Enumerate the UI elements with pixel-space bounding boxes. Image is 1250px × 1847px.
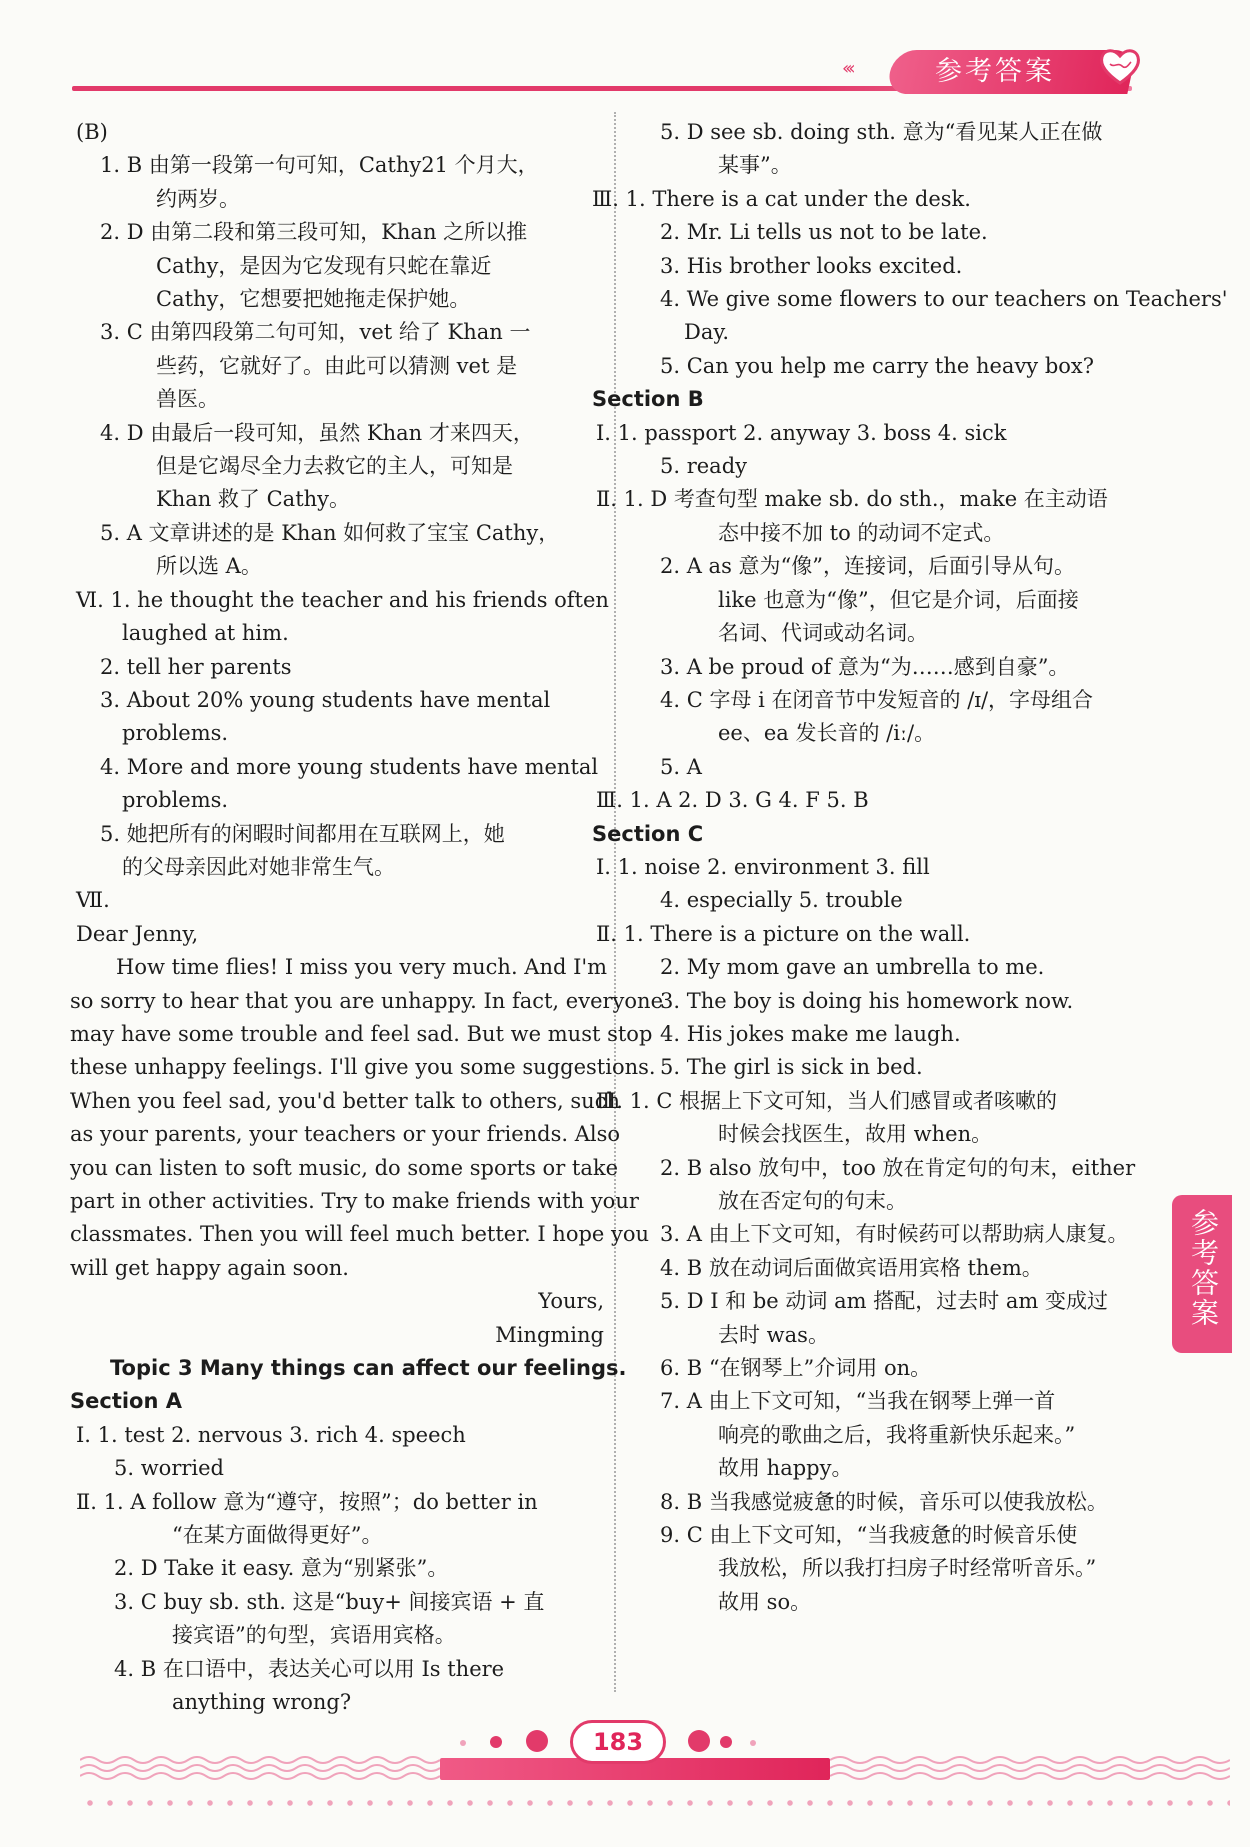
column-separator <box>614 112 616 1692</box>
left-answer-line: How time flies! I miss you very much. And I'm <box>116 955 608 980</box>
left-answer-line: so sorry to hear that you are unhappy. In fact, everyone <box>70 988 664 1013</box>
left-answer-line: 3. C buy sb. sth. 这是“buy+ 间接宾语 + 直 <box>114 1589 545 1614</box>
right-answer-line: ee、ea 发长音的 /iː/。 <box>718 721 936 746</box>
footer-dot <box>490 1736 502 1748</box>
right-answer-line: 故用 happy。 <box>718 1456 853 1481</box>
page-number: 183 <box>570 1720 666 1764</box>
right-answer-line: Ⅰ. 1. noise 2. environment 3. fill <box>596 854 930 879</box>
left-answer-line: Ⅵ. 1. he thought the teacher and his friends often <box>76 587 609 612</box>
left-answer-line: problems. <box>122 721 229 746</box>
right-answer-line: 2. B also 放句中，too 放在肯定句的句末，either <box>660 1155 1136 1180</box>
left-answer-line: Ⅰ. 1. test 2. nervous 3. rich 4. speech <box>76 1422 466 1447</box>
left-answer-line: 5. 她把所有的闲暇时间都用在互联网上，她 <box>100 821 505 846</box>
left-answer-line: 1. B 由第一段第一句可知，Cathy21 个月大， <box>100 153 539 178</box>
left-answer-line: 所以选 A。 <box>156 554 262 579</box>
left-answer-line: problems. <box>122 788 229 813</box>
left-answer-line: 的父母亲因此对她非常生气。 <box>122 854 395 879</box>
left-answer-line: Khan 救了 Cathy。 <box>156 487 351 512</box>
right-answer-line: 5. The girl is sick in bed. <box>660 1055 923 1080</box>
heart-icon <box>1098 44 1142 88</box>
left-answer-line: 约两岁。 <box>156 186 240 211</box>
right-answer-line: 2. A as 意为“像”，连接词，后面引导从句。 <box>660 554 1075 579</box>
left-answer-line: these unhappy feelings. I'll give you some suggestions. <box>70 1055 656 1080</box>
right-answer-line: 故用 so。 <box>718 1589 812 1614</box>
left-answer-line: (B) <box>76 120 108 144</box>
left-answer-line: may have some trouble and feel sad. But we must stop <box>70 1021 653 1046</box>
right-answer-line: 去时 was。 <box>718 1322 829 1347</box>
left-answer-line: 4. D 由最后一段可知，虽然 Khan 才来四天， <box>100 420 534 445</box>
side-tab-label: 参考答案 <box>1187 1208 1220 1328</box>
right-answer-line: 3. A 由上下文可知，有时候药可以帮助病人康复。 <box>660 1222 1129 1247</box>
footer-dot-row <box>80 1798 1230 1808</box>
right-answer-line: Ⅲ. 1. C 根据上下文可知，当人们感冒或者咳嗽的 <box>596 1088 1058 1113</box>
right-answer-line: 6. B “在钢琴上”介词用 on。 <box>660 1356 932 1381</box>
left-answer-line: Cathy，是因为它发现有只蛇在靠近 <box>156 253 492 278</box>
footer-wave-left <box>80 1756 440 1790</box>
right-answer-line: Ⅱ. 1. There is a picture on the wall. <box>596 921 971 946</box>
footer-dot <box>720 1736 732 1748</box>
left-answer-line: laughed at him. <box>122 621 289 646</box>
right-answer-line: 3. His brother looks excited. <box>660 253 963 278</box>
page-footer <box>80 1718 1230 1828</box>
right-answer-line: 5. A <box>660 754 702 779</box>
right-answer-line: 态中接不加 to 的动词不定式。 <box>718 520 1005 545</box>
right-answer-line: Ⅲ. 1. There is a cat under the desk. <box>592 186 971 211</box>
right-answer-line: 8. B 当我感觉疲惫的时候，音乐可以使我放松。 <box>660 1489 1108 1514</box>
left-answer-line: 接宾语”的句型，宾语用宾格。 <box>172 1623 456 1648</box>
footer-dot <box>688 1730 710 1752</box>
right-answer-line: 3. The boy is doing his homework now. <box>660 988 1074 1013</box>
left-answer-line: you can listen to soft music, do some sports or take <box>70 1155 619 1180</box>
left-answer-line: 些药，它就好了。由此可以猜测 vet 是 <box>156 353 518 378</box>
left-answer-line: When you feel sad, you'd better talk to others, such <box>70 1088 620 1113</box>
right-answer-line: 4. His jokes make me laugh. <box>660 1021 961 1046</box>
left-answer-line: 2. D Take it easy. 意为“别紧张”。 <box>114 1556 449 1581</box>
right-answer-line: Section B <box>592 387 704 412</box>
left-answer-line: Topic 3 Many things can affect our feelings. <box>110 1356 627 1381</box>
right-answer-line: Day. <box>684 320 730 345</box>
left-answer-line: 3. About 20% young students have mental <box>100 687 551 712</box>
left-answer-line: 5. A 文章讲述的是 Khan 如何救了宝宝 Cathy， <box>100 520 560 545</box>
right-answer-line: 5. ready <box>660 454 748 479</box>
left-answer-line: 但是它竭尽全力去救它的主人，可知是 <box>156 454 513 479</box>
left-answer-line: anything wrong? <box>172 1690 352 1715</box>
footer-dot <box>526 1730 548 1752</box>
left-answer-line: 3. C 由第四段第二句可知，vet 给了 Khan 一 <box>100 320 531 345</box>
right-answer-line: 7. A 由上下文可知，“当我在钢琴上弹一首 <box>660 1389 1056 1414</box>
right-answer-line: 2. My mom gave an umbrella to me. <box>660 955 1045 980</box>
footer-dot <box>460 1740 466 1746</box>
left-answer-line: Cathy，它想要把她拖走保护她。 <box>156 287 471 312</box>
left-answer-line: Ⅶ. <box>76 888 110 913</box>
left-answer-line: 2. tell her parents <box>100 654 292 679</box>
right-answer-line: 放在否定句的句末。 <box>718 1189 907 1213</box>
right-answer-line: 4. We give some flowers to our teachers on Teachers' <box>660 287 1228 312</box>
right-answer-line: 某事”。 <box>718 153 792 178</box>
right-answer-line: 2. Mr. Li tells us not to be late. <box>660 220 988 245</box>
right-answer-line: 4. especially 5. trouble <box>660 888 903 913</box>
left-answer-line: as your parents, your teachers or your friends. Also <box>70 1122 621 1147</box>
footer-wave-right <box>830 1756 1230 1790</box>
footer-dot <box>750 1740 756 1746</box>
left-answer-line: 2. D 由第二段和第三段可知，Khan 之所以推 <box>100 220 528 245</box>
right-answer-line: 时候会找医生，故用 when。 <box>718 1122 993 1147</box>
header-arrows-icon: ‹‹‹ <box>842 58 852 79</box>
right-answer-line: 5. D see sb. doing sth. 意为“看见某人正在做 <box>660 120 1103 144</box>
right-answer-line: 9. C 由上下文可知，“当我疲惫的时候音乐使 <box>660 1523 1078 1548</box>
left-answer-line: Section A <box>70 1389 182 1414</box>
right-answer-line: like 也意为“像”，但它是介词，后面接 <box>718 587 1079 612</box>
left-answer-line: Mingming <box>495 1322 604 1347</box>
right-answer-line: 名词、代词或动名词。 <box>718 621 928 646</box>
left-answer-line: part in other activities. Try to make friends with your <box>70 1189 639 1213</box>
right-answer-line: 3. A be proud of 意为“为……感到自豪”。 <box>660 654 1070 679</box>
right-answer-line: Section C <box>592 821 704 846</box>
left-answer-line: 4. More and more young students have mental <box>100 754 599 779</box>
right-answer-line: 响亮的歌曲之后，我将重新快乐起来。” <box>718 1422 1076 1447</box>
right-answer-line: 5. Can you help me carry the heavy box? <box>660 353 1095 378</box>
header-title: 参考答案 <box>935 56 1055 87</box>
left-answer-line: classmates. Then you will feel much better. I hope you <box>70 1222 650 1247</box>
left-answer-line: “在某方面做得更好”。 <box>172 1523 383 1548</box>
left-answer-line: 兽医。 <box>156 387 219 412</box>
left-answer-line: Ⅱ. 1. A follow 意为“遵守，按照”；do better in <box>76 1489 538 1514</box>
right-answer-line: Ⅲ. 1. A 2. D 3. G 4. F 5. B <box>596 788 869 813</box>
left-answer-line: will get happy again soon. <box>70 1255 349 1280</box>
right-answer-line: Ⅱ. 1. D 考查句型 make sb. do sth.，make 在主动语 <box>596 487 1108 512</box>
right-answer-line: 5. D I 和 be 动词 am 搭配，过去时 am 变成过 <box>660 1289 1108 1314</box>
right-answer-line: 我放松，所以我打扫房子时经常听音乐。” <box>718 1556 1097 1581</box>
left-answer-line: 4. B 在口语中，表达关心可以用 Is there <box>114 1656 505 1681</box>
right-answer-line: 4. B 放在动词后面做宾语用宾格 them。 <box>660 1255 1043 1280</box>
right-answer-line: Ⅰ. 1. passport 2. anyway 3. boss 4. sick <box>596 420 1007 445</box>
left-answer-line: 5. worried <box>114 1456 224 1481</box>
left-answer-line: Dear Jenny, <box>76 921 199 946</box>
left-answer-line: Yours, <box>538 1289 604 1314</box>
right-answer-line: 4. C 字母 i 在闭音节中发短音的 /ɪ/，字母组合 <box>660 687 1094 712</box>
